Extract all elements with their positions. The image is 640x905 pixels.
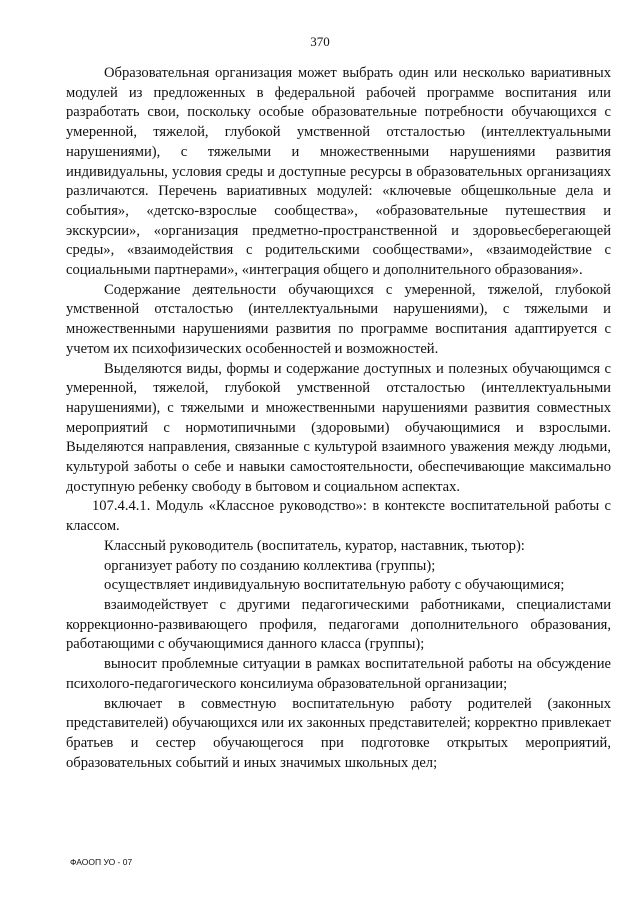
list-item: выносит проблемные ситуации в рамках воспитательной работы на обсуждение психолого-педагогического консилиума образовательной организации; xyxy=(66,656,611,692)
list-item: включает в совместную воспитательную работу родителей (законных представителей) обучающихся или их законных представителей; корректно привлекает братьев и сестер обучающегося при подготовке открытых мероприятий, образовательных событий и иных значимых школьных дел; xyxy=(66,695,611,771)
paragraph-joint-activities: Выделяются виды, формы и содержание доступных и полезных обучающимся с умеренной, тяжелой, глубокой умственной отсталостью (интеллектуальными нарушениями), с тяжелыми и множественными нарушениями развития совместных мероприятий с нормотипичными (здоровыми) обучающимися и взрослыми. Выделяются направления, связанные с культурой взаимного уважения между людьми, культурой заботы о себе и навыки самостоятельности, обеспечивающие максимально доступную ребенку свободу в бытовом и социальном аспектах. xyxy=(66,360,611,495)
paragraph-variative-modules: Образовательная организация может выбрать один или несколько вариативных модулей из предложенных в федеральной рабочей программе воспитания или разработать свои, поскольку особые образовательные потребности обучающихся с умеренной, тяжелой, глубокой умственной отсталостью (интеллектуальными нарушениями), с тяжелыми и множественными нарушениями развития индивидуальны, условия среды и доступные ресурсы в образовательных организациях различаются. Перечень вариативных модулей: «ключевые общешкольные дела и события», «детско-взрослые сообщества», «образовательные путешествия и экскурсии», «организация предметно-пространственной и здоровьесберегающей среды», «взаимодействия с родительскими сообществами», «взаимодействие с социальными партнерами», «интеграция общего и дополнительного образования». xyxy=(66,65,611,279)
paragraph-module-heading: 107.4.4.1. Модуль «Классное руководство»: в контексте воспитательной работы с классом. xyxy=(66,498,611,535)
list-item: взаимодействует с другими педагогическими работниками, специалистами коррекционно-развивающего профиля, педагогами дополнительного образования, работающими с обучающимися данного класса (группы); xyxy=(66,596,611,653)
paragraph-activity-content: Содержание деятельности обучающихся с умеренной, тяжелой, глубокой умственной отсталостью (интеллектуальными нарушениями), с тяжелыми и множественными нарушениями развития по программе воспитания адаптируется с учетом их психофизических особенностей и возможностей. xyxy=(66,281,611,357)
page-number: 370 xyxy=(310,34,330,49)
document-body xyxy=(66,64,611,773)
list-item: осуществляет индивидуальную воспитательную работу с обучающимися; xyxy=(104,577,565,594)
list-item: организует работу по созданию коллектива (группы); xyxy=(104,557,436,574)
footer-doc-code: ФАООП УО - 07 xyxy=(70,857,133,867)
paragraph-class-teacher: Классный руководитель (воспитатель, куратор, наставник, тьютор): xyxy=(104,537,525,554)
